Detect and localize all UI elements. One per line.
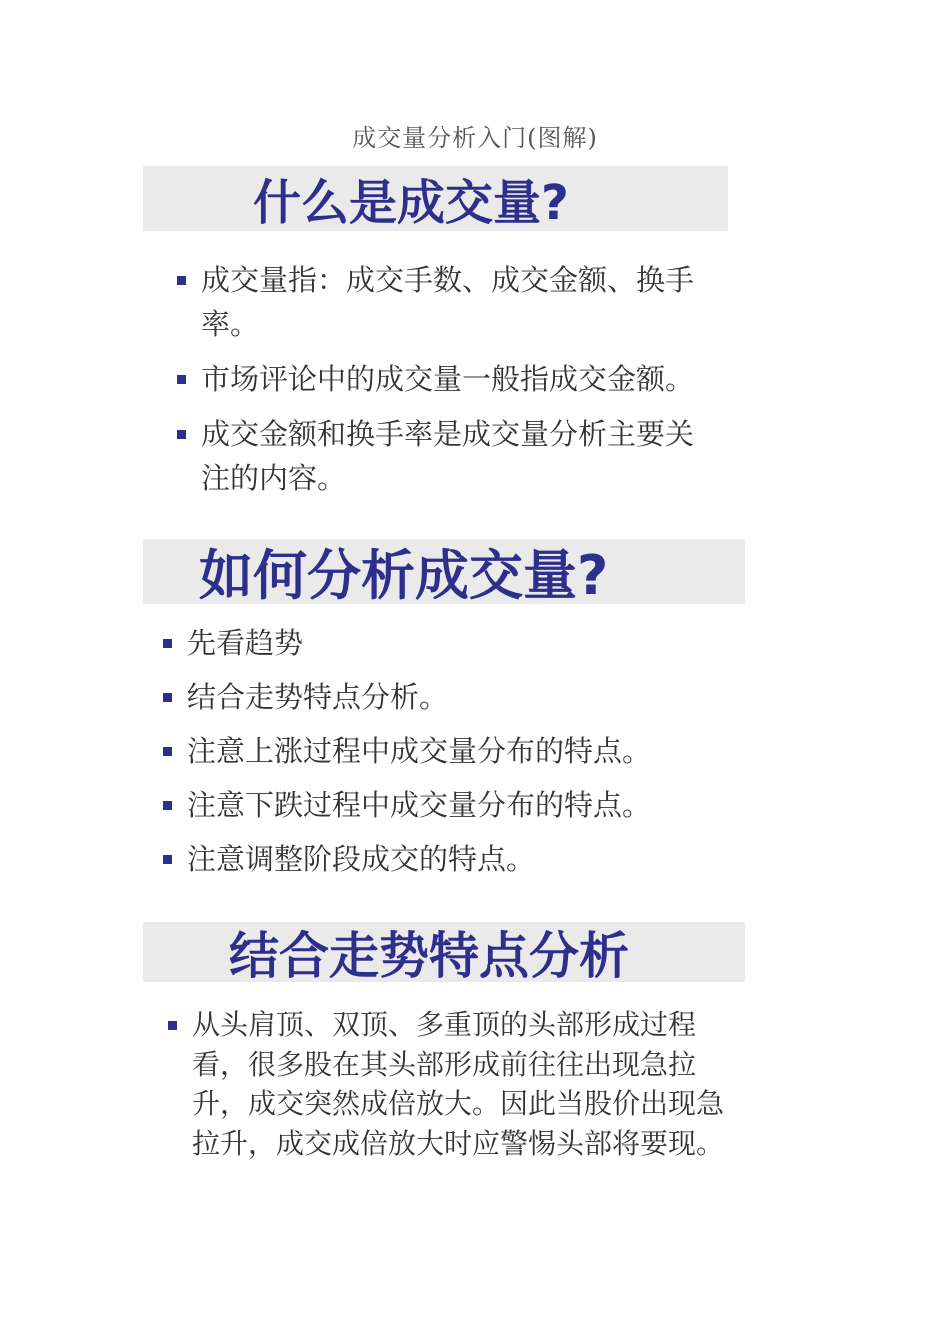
list-item-text: 从头肩顶、双顶、多重顶的头部形成过程看，很多股在其头部形成前往往出现急拉升，成交突然成倍放大。因此当股价出现急拉升，成交成倍放大时应警惕头部将要现。	[192, 1008, 725, 1160]
list-item	[201, 258, 721, 346]
section-heading-trend-analysis	[143, 922, 745, 985]
list-item	[201, 357, 721, 401]
square-bullet-icon	[163, 747, 172, 756]
section-2-list	[187, 621, 747, 891]
square-bullet-icon	[177, 375, 186, 384]
list-item-text: 结合走势特点分析。	[187, 680, 449, 714]
square-bullet-icon	[177, 276, 186, 285]
square-bullet-icon	[163, 855, 172, 864]
section-heading-text: 什么是成交量?	[253, 175, 569, 231]
list-item	[187, 729, 747, 773]
list-item-text: 成交量指：成交手数、成交金额、换手率。	[201, 263, 695, 341]
section-1-list	[201, 258, 721, 511]
list-item	[192, 1005, 732, 1163]
section-heading-what-is-volume	[143, 166, 728, 231]
list-item-text: 成交金额和换手率是成交量分析主要关注的内容。	[201, 417, 695, 495]
list-item	[187, 837, 747, 881]
document-title: 成交量分析入门(图解)	[352, 124, 598, 152]
square-bullet-icon	[177, 430, 186, 439]
list-item	[187, 675, 747, 719]
list-item-text: 注意下跌过程中成交量分布的特点。	[187, 788, 652, 822]
square-bullet-icon	[168, 1021, 177, 1030]
section-3-list	[192, 1005, 732, 1163]
section-heading-text: 结合走势特点分析	[229, 927, 629, 985]
section-heading-how-to-analyze	[143, 539, 745, 607]
section-heading-text: 如何分析成交量?	[199, 544, 609, 607]
list-item-text: 注意上涨过程中成交量分布的特点。	[187, 734, 652, 768]
square-bullet-icon	[163, 693, 172, 702]
list-item	[187, 621, 747, 665]
square-bullet-icon	[163, 801, 172, 810]
list-item	[187, 783, 747, 827]
list-item-text: 先看趋势	[187, 626, 304, 660]
list-item-text: 注意调整阶段成交的特点。	[187, 842, 536, 876]
list-item-text: 市场评论中的成交量一般指成交金额。	[201, 362, 695, 396]
square-bullet-icon	[163, 639, 172, 648]
list-item	[201, 412, 721, 500]
